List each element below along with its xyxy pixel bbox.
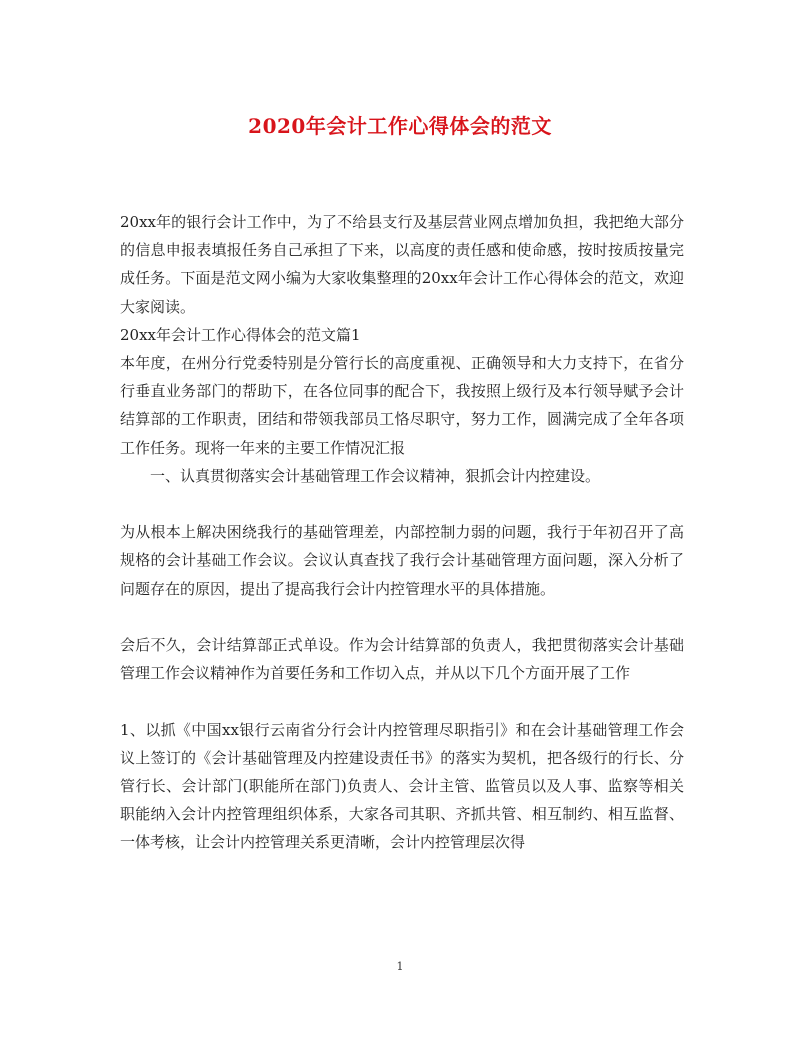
page-number: 1: [396, 960, 404, 973]
subsection-heading: 一、认真贯彻落实会计基础管理工作会议精神，狠抓会计内控建设。: [150, 466, 601, 485]
document-body: [120, 208, 684, 857]
section-heading: 20xx年会计工作心得体会的范文篇1: [120, 325, 361, 344]
body-paragraph: 1、以抓《中国xx银行云南省分行会计内控管理尽职指引》和在会计基础管理工作会议上签订的《会计基础管理及内控建设责任书》的落实为契机，把各级行的行长、分管行长、会计部门(职能所在部门)负责人、会计主管、监管员以及人事、监察等相关职能纳入会计内控管理组织体系，大家各司其职、齐抓共管、相互制约、相互监督、一体考核，让会计内控管理关系更清晰，会计内控管理层次得: [120, 720, 684, 852]
body-paragraph: 为从根本上解决困绕我行的基础管理差，内部控制力弱的问题，我行于年初召开了高规格的会计基础工作会议。会议认真查找了我行会计基础管理方面问题，深入分析了问题存在的原因，提出了提高我行会计内控管理水平的具体措施。: [120, 523, 684, 598]
body-paragraph: 本年度，在州分行党委特别是分管行长的高度重视、正确领导和大力支持下，在省分行垂直业务部门的帮助下，在各位同事的配合下，我按照上级行及本行领导赋予会计结算部的工作职责，团结和带领我部员工恪尽职守，努力工作，圆满完成了全年各项工作任务。现将一年来的主要工作情况汇报: [120, 354, 684, 457]
intro-paragraph: 20xx年的银行会计工作中，为了不给县支行及基层营业网点增加负担，我把绝大部分的信息申报表填报任务自己承担了下来，以高度的责任感和使命感，按时按质按量完成任务。下面是范文网小编为大家收集整理的20xx年会计工作心得体会的范文，欢迎大家阅读。: [120, 213, 684, 316]
body-paragraph: 会后不久，会计结算部正式单设。作为会计结算部的负责人，我把贯彻落实会计基础管理工作会议精神作为首要任务和工作切入点，并从以下几个方面开展了工作: [120, 636, 684, 683]
document-title: 2020年会计工作心得体会的范文: [248, 114, 552, 138]
